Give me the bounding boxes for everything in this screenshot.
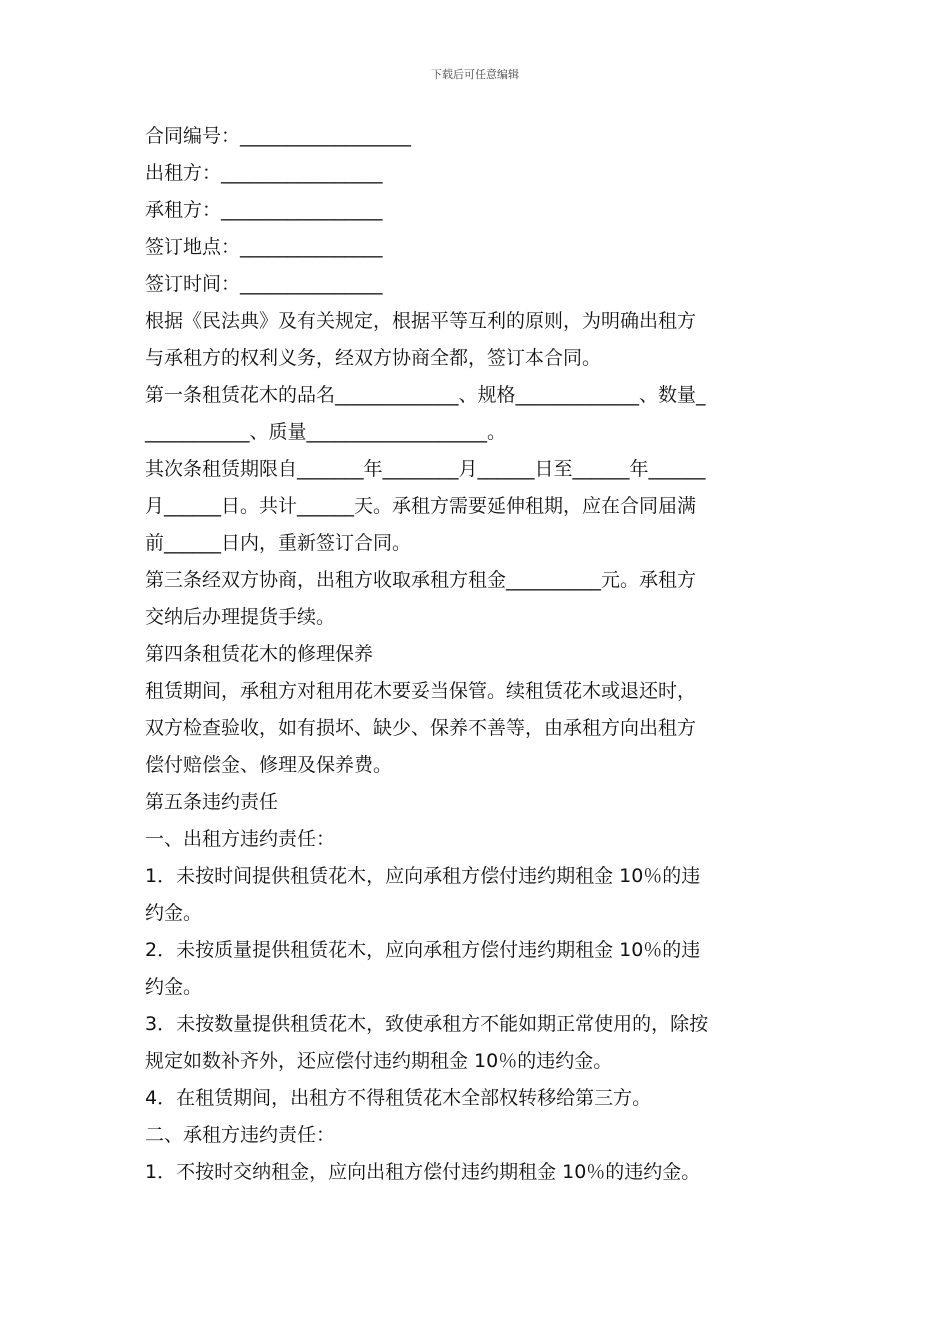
field-contract-number: 合同编号：__________________ — [145, 125, 412, 147]
text-line: 3．未按数量提供租赁花木，致使承租方不能如期正常使用的，除按 — [145, 1013, 709, 1035]
text-line: 偿付赔偿金、修理及保养费。 — [145, 754, 393, 776]
clause-lessor-2 — [145, 932, 807, 1006]
text-line: 第三条经双方协商，出租方收取承租方租金__________元。承租方 — [145, 569, 697, 591]
field-lessee: 承租方：_________________ — [145, 199, 383, 221]
heading-lessor-liability — [145, 821, 807, 858]
text-line: 与承租方的权利义务，经双方协商全都，签订本合同。 — [145, 347, 602, 369]
clause-lessor-4 — [145, 1080, 807, 1117]
text-line: 第一条租赁花木的品名_____________、规格_____________、数量_ — [145, 384, 706, 406]
page-header: 下载后可任意编辑 — [431, 68, 519, 81]
text-line: ___________、质量___________________。 — [145, 421, 507, 443]
paragraph-article-2 — [145, 451, 807, 562]
text-line: 1．未按时间提供租赁花木，应向承租方偿付违约期租金 10％的违 — [145, 865, 701, 887]
text-line: 约金。 — [145, 902, 203, 924]
text-line: 4．在租赁期间，出租方不得租赁花木全部权转移给第三方。 — [145, 1087, 652, 1109]
paragraph-article-1 — [145, 377, 807, 451]
text-line: 根据《民法典》及有关规定，根据平等互利的原则，为明确出租方 — [145, 310, 697, 332]
text-line: 交纳后办理提货手续。 — [145, 606, 336, 628]
text-line: 月______日。共计______天。承租方需要延伸租期，应在合同届满 — [145, 495, 697, 517]
clause-lessee-1 — [145, 1154, 807, 1191]
text-line: 租赁期间，承租方对租用花木要妥当保管。续租赁花木或退还时， — [145, 680, 697, 702]
paragraph-article-3 — [145, 562, 807, 636]
clause-lessor-3 — [145, 1006, 807, 1080]
paragraph-maintenance — [145, 673, 807, 784]
field-sign-time: 签订时间：_______________ — [145, 273, 383, 295]
text-line: 1．不按时交纳租金，应向出租方偿付违约期租金 10％的违约金。 — [145, 1161, 701, 1183]
text-line: 双方检查验收，如有损坏、缺少、保养不善等，由承租方向出租方 — [145, 717, 697, 739]
heading-article-4 — [145, 636, 807, 673]
text-line: 2．未按质量提供租赁花木，应向承租方偿付违约期租金 10％的违 — [145, 939, 701, 961]
paragraph-preamble — [145, 303, 807, 377]
heading-lessee-liability — [145, 1117, 807, 1154]
contract-body — [145, 118, 807, 1191]
text-line: 规定如数补齐外，还应偿付违约期租金 10％的违约金。 — [145, 1050, 613, 1072]
text-line: 约金。 — [145, 976, 203, 998]
text-line: 一、出租方违约责任： — [145, 828, 336, 850]
text-line: 二、承租方违约责任： — [145, 1124, 336, 1146]
field-lessor: 出租方：_________________ — [145, 162, 383, 184]
field-sign-place: 签订地点：_______________ — [145, 236, 383, 258]
text-line: 第四条租赁花木的修理保养 — [145, 643, 374, 665]
text-line: 第五条违约责任 — [145, 791, 279, 813]
text-line: 其次条租赁期限自_______年________月______日至______年______ — [145, 458, 706, 480]
clause-lessor-1 — [145, 858, 807, 932]
text-line: 前______日内，重新签订合同。 — [145, 532, 412, 554]
heading-article-5 — [145, 784, 807, 821]
